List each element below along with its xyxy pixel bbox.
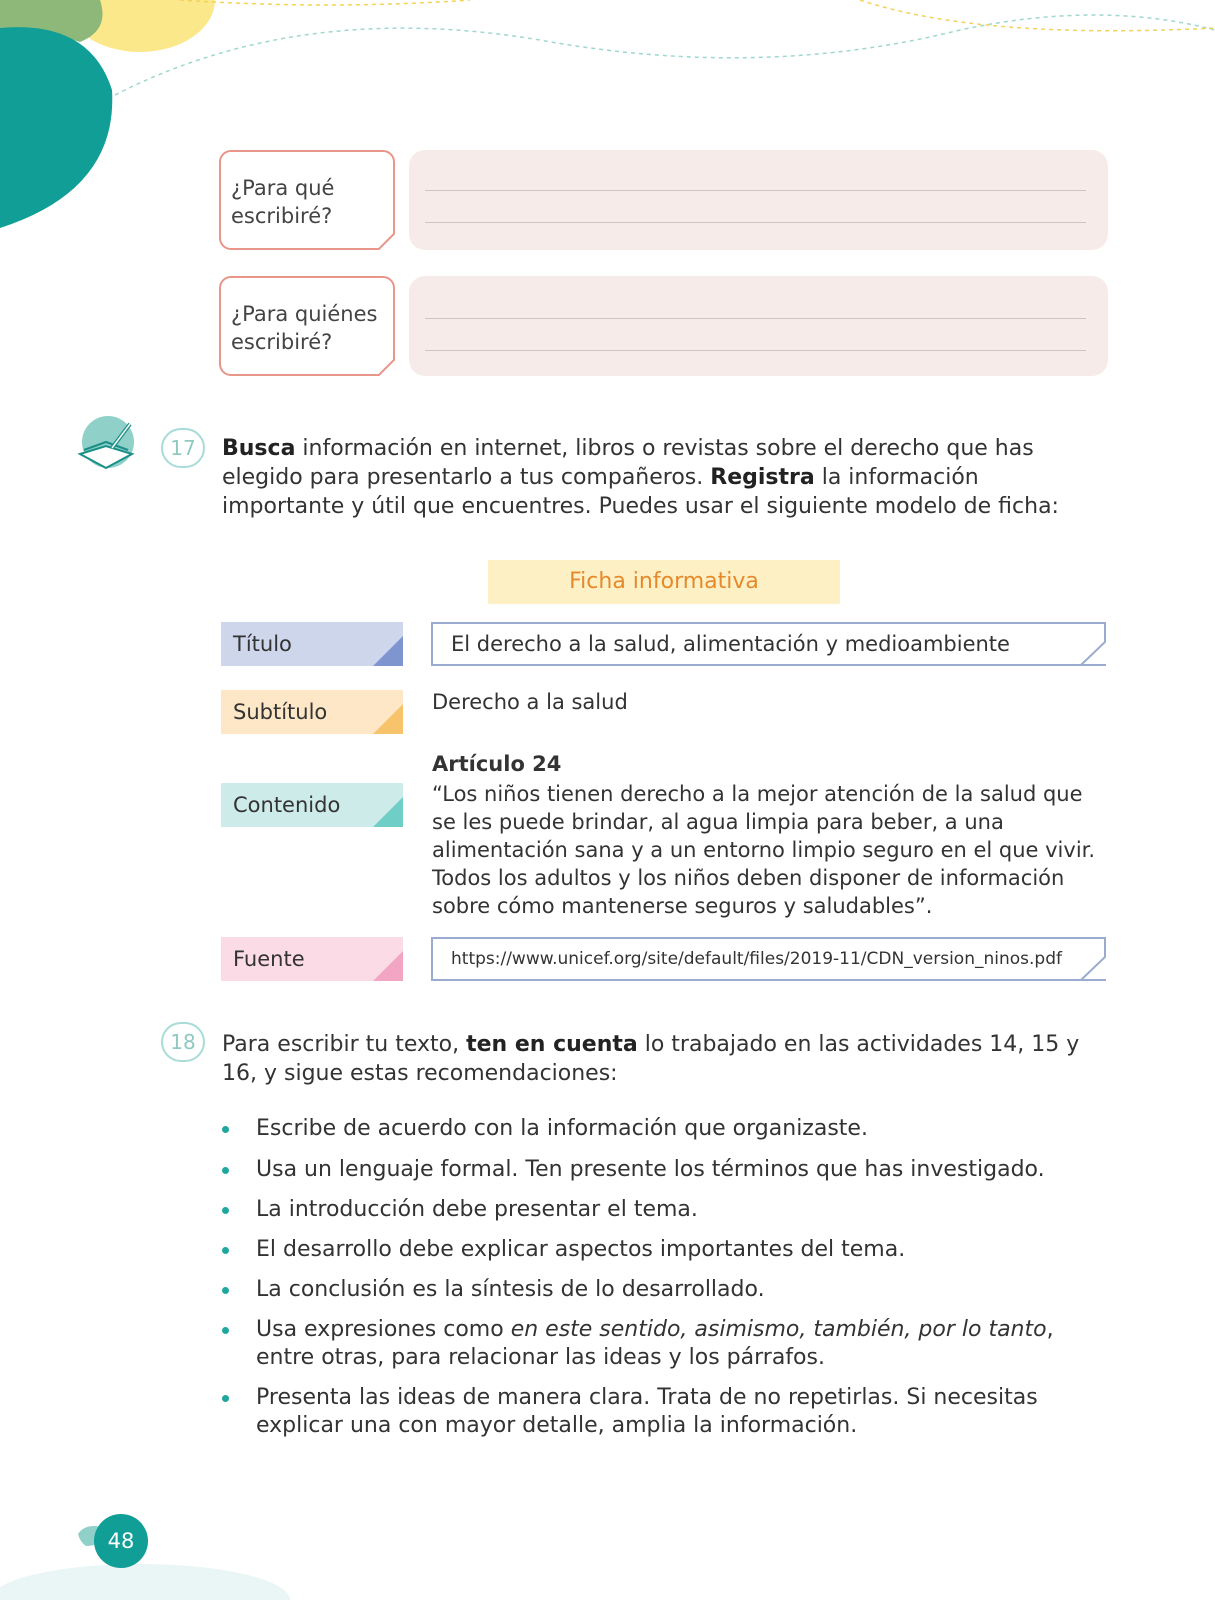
bullet-6-text-a: Usa expresiones como xyxy=(256,1317,511,1342)
list-item-text: Usa un lenguaje formal. Ten presente los términos que has investigado. xyxy=(256,1157,1045,1182)
tag-fold xyxy=(373,951,403,981)
question-label-para-que xyxy=(219,150,395,250)
page-number: 48 xyxy=(94,1514,148,1568)
registra-emphasis: Registra xyxy=(710,465,815,490)
ten-en-cuenta-emphasis: ten en cuenta xyxy=(466,1032,638,1057)
tag-fuente-label: Fuente xyxy=(233,947,305,971)
bullet-6-text-b: , entre otras, para relacionar las ideas y los párrafos. xyxy=(256,1317,1054,1370)
list-item xyxy=(222,1276,1102,1304)
list-item xyxy=(222,1316,1102,1372)
bullet-dot xyxy=(222,1167,229,1174)
tag-subtitulo xyxy=(221,690,403,734)
tag-fold xyxy=(373,636,403,666)
list-item xyxy=(222,1196,1102,1224)
answer-line xyxy=(425,222,1086,223)
list-item xyxy=(222,1384,1102,1440)
corner-cut xyxy=(377,358,395,376)
titulo-value: El derecho a la salud, alimentación y medioambiente xyxy=(451,632,1010,656)
book-pencil-icon xyxy=(76,414,138,474)
busca-emphasis: Busca xyxy=(222,436,296,461)
activity-17-text-a: información en internet, libros o revistas sobre el derecho que has elegido para presentarlo a tus compañeros. xyxy=(222,436,1034,490)
answer-line xyxy=(425,350,1086,351)
box-corner xyxy=(1077,622,1107,666)
list-item-text: La introducción debe presentar el tema. xyxy=(256,1197,698,1222)
answer-line xyxy=(425,190,1086,191)
bullet-dot xyxy=(222,1247,229,1254)
list-item xyxy=(222,1156,1102,1184)
bullet-6-italic: en este sentido, asimismo, también, por lo tanto xyxy=(510,1317,1047,1342)
answer-box-para-que[interactable] xyxy=(409,150,1108,250)
tag-subtitulo-label: Subtítulo xyxy=(233,700,328,724)
tag-contenido xyxy=(221,783,403,827)
activity-17-instructions xyxy=(222,434,1072,521)
subtitulo-value: Derecho a la salud xyxy=(432,690,628,714)
question-label-text: ¿Para quiénes escribiré? xyxy=(231,302,378,354)
bullet-dot xyxy=(222,1287,229,1294)
fuente-value-box xyxy=(431,937,1106,981)
tag-fold xyxy=(373,704,403,734)
list-item-text: Presenta las ideas de manera clara. Trata de no repetirlas. Si necesitas explicar una con mayor detalle, amplia la información. xyxy=(256,1385,1038,1438)
activity-number-17: 17 xyxy=(161,428,205,468)
bullet-dot xyxy=(222,1207,229,1214)
activity-18-text-b: lo trabajado en las actividades 14, 15 y 16, y sigue estas recomendaciones: xyxy=(222,1032,1080,1086)
contenido-text: “Los niños tienen derecho a la mejor atención de la salud que se les puede brindar, al agua limpia para beber, a una alimentación sana y a un entorno limpio seguro en el que vivir. Todos los adultos y los niños deben disponer de información sobre cómo mantenerse seguros y saludables”. xyxy=(432,782,1096,918)
list-item-text: El desarrollo debe explicar aspectos importantes del tema. xyxy=(256,1237,906,1262)
activity-18-text-a: Para escribir tu texto, xyxy=(222,1032,467,1057)
list-item-text xyxy=(256,1316,1102,1372)
answer-line xyxy=(425,318,1086,319)
list-item xyxy=(222,1236,1102,1264)
titulo-value-box xyxy=(431,622,1106,666)
tag-titulo xyxy=(221,622,403,666)
list-item-text: Escribe de acuerdo con la información que organizaste. xyxy=(256,1116,868,1141)
answer-box-para-quienes[interactable] xyxy=(409,276,1108,376)
bullet-dot xyxy=(222,1327,229,1334)
activity-number-18: 18 xyxy=(161,1022,205,1062)
bullet-dot xyxy=(222,1395,229,1402)
tag-contenido-label: Contenido xyxy=(233,793,341,817)
corner-cut xyxy=(377,232,395,250)
tag-fold xyxy=(373,797,403,827)
contenido-heading: Artículo 24 xyxy=(432,752,562,776)
bullet-dot xyxy=(222,1126,229,1133)
list-item-text: La conclusión es la síntesis de lo desarrollado. xyxy=(256,1277,765,1302)
question-label-text: ¿Para qué escribiré? xyxy=(231,176,335,228)
question-label-para-quienes xyxy=(219,276,395,376)
box-corner xyxy=(1077,937,1107,981)
list-item xyxy=(222,1115,1102,1143)
activity-18-instructions xyxy=(222,1030,1102,1088)
activity-17-text-b: la información importante y útil que encuentres. Puedes usar el siguiente modelo de ficha: xyxy=(222,465,1059,519)
ficha-title: Ficha informativa xyxy=(488,560,840,604)
tag-fuente xyxy=(221,937,403,981)
fuente-url[interactable]: https://www.unicef.org/site/default/files/2019-11/CDN_version_ninos.pdf xyxy=(451,949,1062,969)
tag-titulo-label: Título xyxy=(233,632,292,656)
